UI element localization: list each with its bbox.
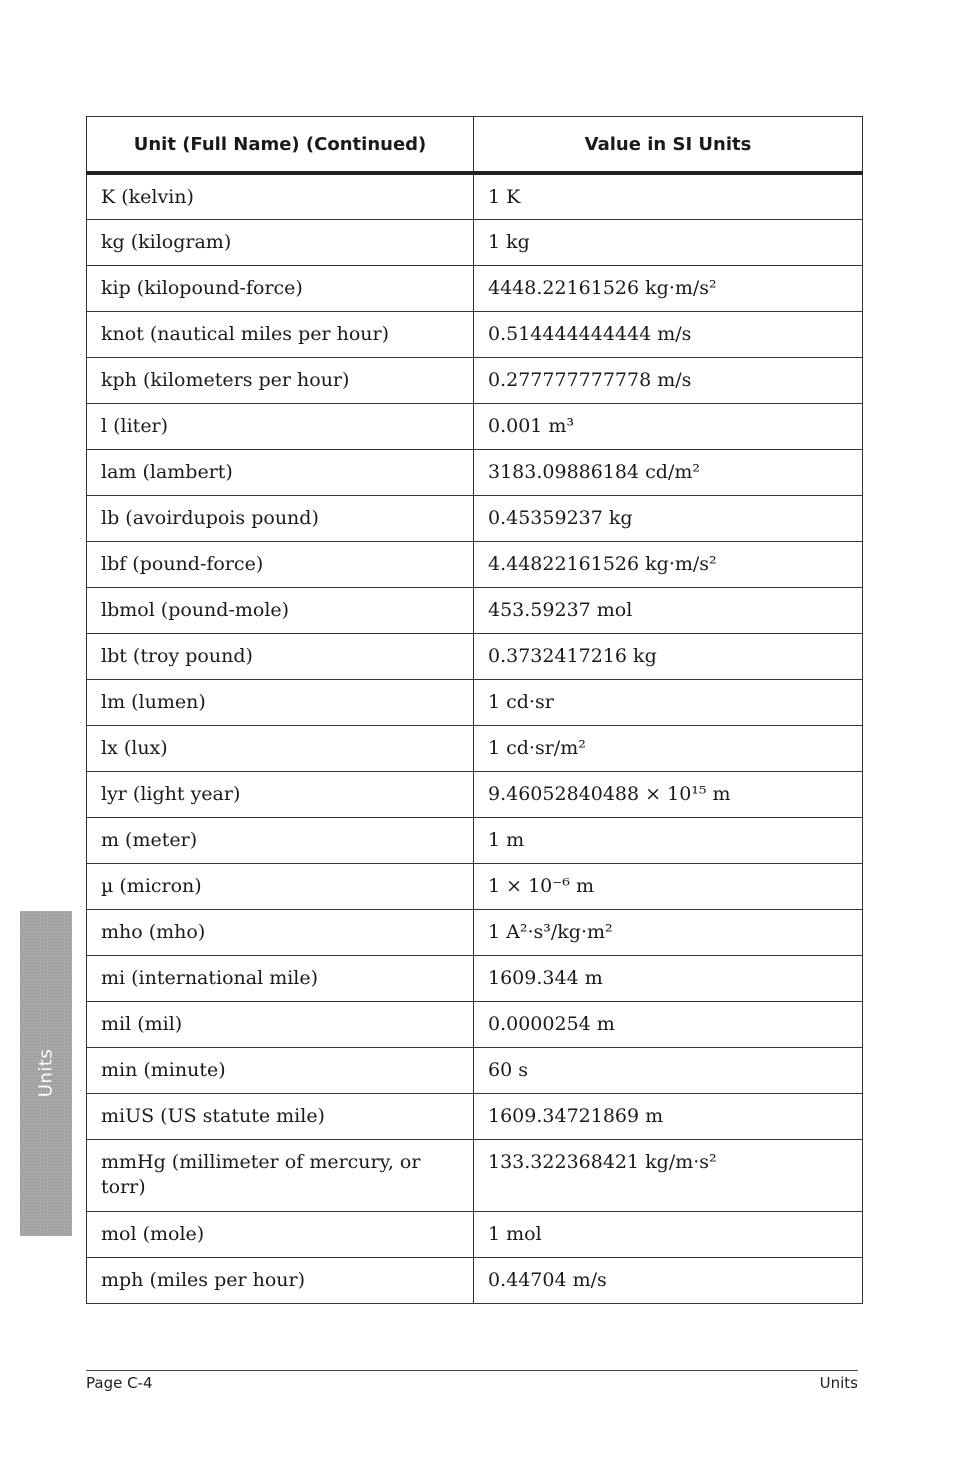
table-row	[87, 863, 863, 909]
table-row	[87, 219, 863, 265]
unit-column-header: Unit (Full Name) (Continued)	[87, 117, 474, 174]
table-row	[87, 633, 863, 679]
value-cell: 0.44704 m/s	[474, 1257, 863, 1303]
table-row	[87, 1211, 863, 1257]
table-row	[87, 311, 863, 357]
unit-cell: lyr (light year)	[87, 771, 474, 817]
table-row	[87, 1001, 863, 1047]
table-row	[87, 817, 863, 863]
unit-cell: mol (mole)	[87, 1211, 474, 1257]
value-cell: 1 kg	[474, 219, 863, 265]
unit-cell: lm (lumen)	[87, 679, 474, 725]
table-row	[87, 771, 863, 817]
page-number: Page C-4	[86, 1374, 153, 1392]
table-row	[87, 725, 863, 771]
value-cell: 1 cd·sr/m²	[474, 725, 863, 771]
unit-cell: lx (lux)	[87, 725, 474, 771]
table-row	[87, 449, 863, 495]
unit-cell: kph (kilometers per hour)	[87, 357, 474, 403]
value-cell: 4.44822161526 kg·m/s²	[474, 541, 863, 587]
value-cell: 0.514444444444 m/s	[474, 311, 863, 357]
table-row	[87, 495, 863, 541]
value-cell: 0.277777777778 m/s	[474, 357, 863, 403]
value-cell: 1 m	[474, 817, 863, 863]
value-cell: 0.001 m³	[474, 403, 863, 449]
table-row	[87, 541, 863, 587]
unit-cell: mil (mil)	[87, 1001, 474, 1047]
unit-cell: m (meter)	[87, 817, 474, 863]
table-row	[87, 955, 863, 1001]
value-cell: 0.3732417216 kg	[474, 633, 863, 679]
table-row	[87, 1257, 863, 1303]
unit-cell: kg (kilogram)	[87, 219, 474, 265]
unit-cell: miUS (US statute mile)	[87, 1093, 474, 1139]
table-row	[87, 909, 863, 955]
table-header-row	[87, 117, 863, 174]
value-cell: 1609.344 m	[474, 955, 863, 1001]
table-row	[87, 265, 863, 311]
value-cell: 1609.34721869 m	[474, 1093, 863, 1139]
side-tab-label: Units	[35, 1048, 57, 1098]
unit-cell: mmHg (millimeter of mercury, or torr)	[87, 1139, 474, 1211]
value-cell: 1 A²·s³/kg·m²	[474, 909, 863, 955]
value-cell: 133.322368421 kg/m·s²	[474, 1139, 863, 1211]
table-row	[87, 403, 863, 449]
unit-cell: lb (avoirdupois pound)	[87, 495, 474, 541]
unit-cell: mi (international mile)	[87, 955, 474, 1001]
table-row	[87, 1093, 863, 1139]
unit-cell: µ (micron)	[87, 863, 474, 909]
table-row	[87, 1047, 863, 1093]
value-cell: 0.0000254 m	[474, 1001, 863, 1047]
unit-cell: lam (lambert)	[87, 449, 474, 495]
value-cell: 60 s	[474, 1047, 863, 1093]
value-column-header: Value in SI Units	[474, 117, 863, 174]
value-cell: 4448.22161526 kg·m/s²	[474, 265, 863, 311]
unit-cell: lbt (troy pound)	[87, 633, 474, 679]
value-cell: 1 mol	[474, 1211, 863, 1257]
table-row	[87, 587, 863, 633]
unit-cell: min (minute)	[87, 1047, 474, 1093]
units-table	[86, 116, 863, 1304]
table-row	[87, 357, 863, 403]
value-cell: 0.45359237 kg	[474, 495, 863, 541]
unit-cell: l (liter)	[87, 403, 474, 449]
table-row	[87, 1139, 863, 1211]
table-row	[87, 679, 863, 725]
value-cell: 3183.09886184 cd/m²	[474, 449, 863, 495]
value-cell: 453.59237 mol	[474, 587, 863, 633]
value-cell: 1 K	[474, 173, 863, 219]
unit-cell: K (kelvin)	[87, 173, 474, 219]
value-cell: 1 × 10⁻⁶ m	[474, 863, 863, 909]
footer-section-title: Units	[819, 1374, 858, 1392]
unit-cell: mho (mho)	[87, 909, 474, 955]
unit-cell: lbmol (pound-mole)	[87, 587, 474, 633]
footer-divider	[86, 1370, 858, 1371]
unit-cell: mph (miles per hour)	[87, 1257, 474, 1303]
table-row	[87, 173, 863, 219]
value-cell: 1 cd·sr	[474, 679, 863, 725]
section-side-tab	[20, 911, 72, 1236]
unit-cell: lbf (pound-force)	[87, 541, 474, 587]
unit-cell: kip (kilopound-force)	[87, 265, 474, 311]
unit-cell: knot (nautical miles per hour)	[87, 311, 474, 357]
value-cell: 9.46052840488 × 10¹⁵ m	[474, 771, 863, 817]
